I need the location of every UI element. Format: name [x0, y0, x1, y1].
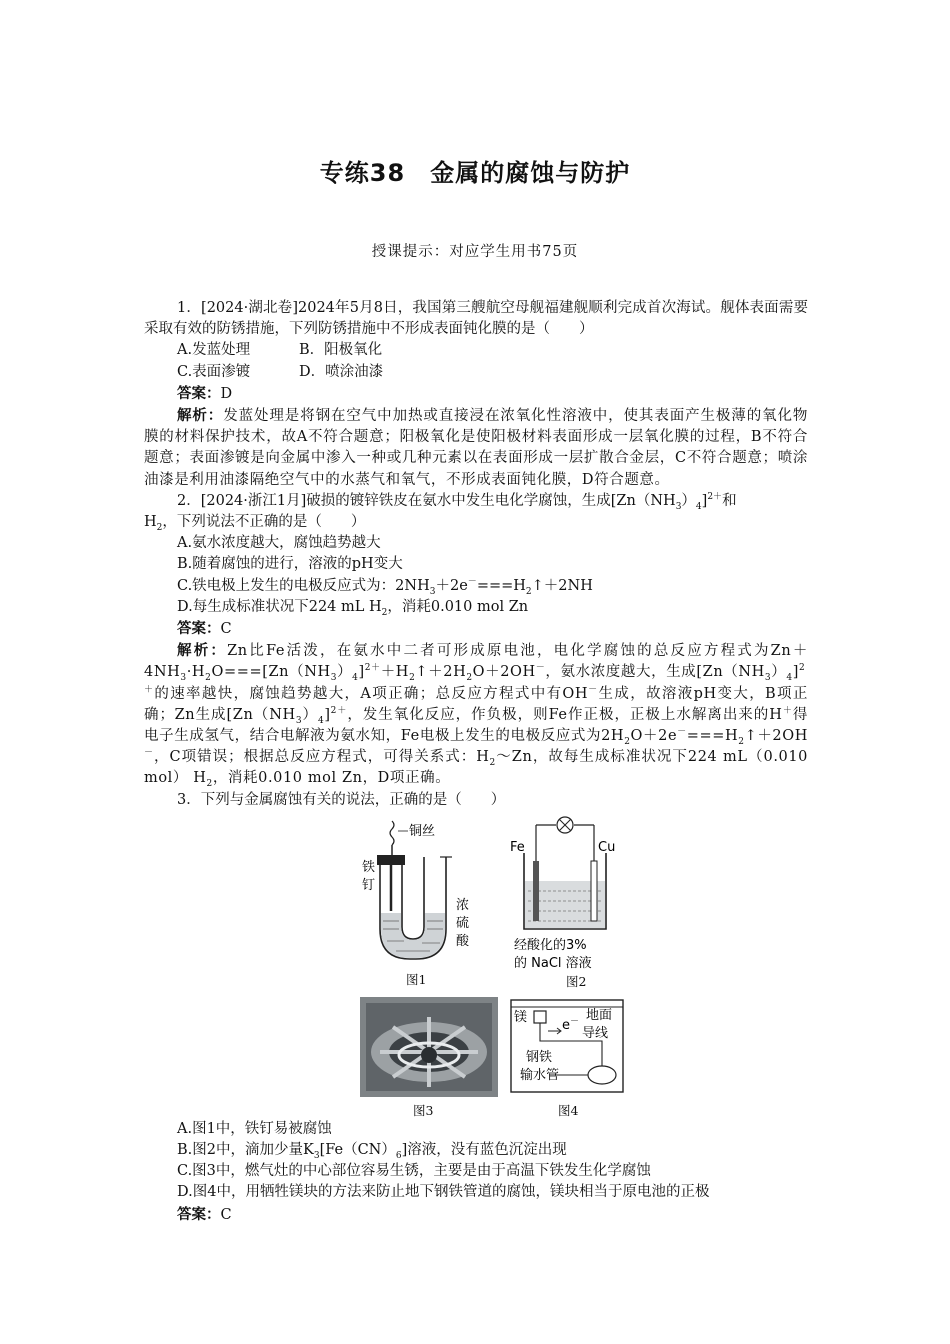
q2-option-d-part: ，消耗0.010 mol Zn [387, 598, 529, 615]
subscript: 4 [695, 501, 702, 512]
subscript: 2 [205, 673, 212, 684]
q1-options-cd [144, 362, 808, 383]
label-electron: e－ [562, 1016, 580, 1033]
subscript: 3 [330, 673, 338, 684]
q2-analysis-part: ↑＋2OH [744, 728, 808, 745]
q3-option-b-part: B.图2中，滴加少量K [177, 1142, 314, 1159]
q2-answer-value: C [220, 621, 232, 638]
superscript: － [144, 748, 154, 759]
superscript: － [535, 663, 546, 674]
superscript: － [588, 684, 598, 695]
q3-option-b-part: [Fe（CN） [319, 1142, 396, 1159]
q1-answer [144, 383, 808, 405]
label-ground-1: 地面 [586, 1007, 613, 1023]
subscript: 2 [206, 779, 213, 790]
q2-analysis-part: O＋2e [630, 728, 678, 745]
q2-analysis-part: ===H [686, 728, 739, 745]
q2-analysis-part: ，氨水浓度越大，生成[Zn（NH [545, 664, 765, 681]
q2-analysis-part: ，消耗0.010 mol Zn，D项正确。 [212, 770, 451, 787]
q2-stem-part: ） [681, 492, 696, 509]
q2-stem-part: ，下列说法不正确的是（ ） [162, 514, 366, 531]
figure-2-caption: 图2 [566, 973, 587, 989]
figure-4 [510, 999, 624, 1093]
q2-answer [144, 618, 808, 640]
subscript: 3 [313, 1150, 320, 1161]
superscript: － [467, 576, 477, 587]
q2-analysis-part: Zn比Fe活泼，在氨水中二者可形成原电池，电化学腐蚀的总反应方程式为Zn＋4NH [144, 643, 808, 681]
subscript: 2 [738, 736, 745, 747]
q1-answer-value: D [220, 385, 233, 402]
superscript: 2＋ [330, 706, 348, 717]
subscript: 3 [675, 501, 682, 512]
superscript: － [677, 727, 687, 738]
q1-analysis [144, 405, 808, 491]
label-magnesium: 镁 [514, 1009, 528, 1025]
label-copper-wire: 铜丝 [409, 823, 436, 839]
subscript: 2 [525, 586, 532, 597]
q3-option-b [144, 1140, 808, 1161]
answer-label: 答案： [177, 1205, 221, 1223]
q2-option-c-part: C.铁电极上发生的电极反应式为：2NH [177, 577, 430, 594]
q1-analysis-text: 发蓝处理是将钢在空气中加热或直接浸在浓氧化性溶液中，使其表面产生极薄的氧化物膜的材料保护技术，故A不符合题意；阳极氧化是使阳极材料表面形成一层氧化膜的过程，B不符合题意；表面渗镀是向金属中渗入一种或几种元素以在表面形成一层扩散合金层，C不符合题意；喷涂油漆是利用油漆隔绝空气中的水蒸气和氧气，不形成表面钝化膜，D符合题意。 [144, 408, 808, 488]
q1-option-c: C.表面渗镀 [177, 363, 251, 380]
q2-analysis-part: ·H [186, 664, 206, 681]
q2-analysis-part: ，C项错误；根据总反应方程式，可得关系式：H [153, 749, 490, 766]
superscript: 2 [798, 663, 806, 674]
subscript: 2 [156, 522, 163, 533]
q2-analysis-part: ） [302, 706, 319, 723]
label-pipe-1: 钢铁 [526, 1049, 553, 1065]
q3-option-a: A.图1中，铁钉易被腐蚀 [177, 1120, 332, 1137]
superscript: 2＋ [707, 492, 723, 502]
label-solution-2: 的 NaCl 溶液 [514, 955, 592, 971]
q2-analysis-part: O===[Zn（NH [211, 664, 331, 681]
subscript: 4 [786, 673, 793, 684]
figure-4-caption: 图4 [558, 1102, 579, 1118]
q2-option-c [144, 576, 808, 597]
q2-stem [144, 491, 808, 533]
subscript: 2 [466, 673, 473, 684]
subscript: 3 [180, 673, 187, 684]
analysis-label: 解析： [177, 407, 224, 425]
q2-analysis-part: ] [792, 664, 799, 681]
label-pipe-2: 输水管 [520, 1067, 560, 1083]
q3-answer-value: C [220, 1206, 232, 1223]
q2-analysis-part: 得电子生成氢气，结合电解液为氨水知，Fe电极上发生的电极反应式为2H [144, 706, 808, 745]
q2-option-a: A.氨水浓度越大，腐蚀趋势越大 [177, 535, 381, 552]
q1-option-a: A.发蓝处理 [177, 342, 251, 359]
q2-analysis-part: 的速率越快，腐蚀趋势越大，A项正确；总反应方程式中有OH [154, 685, 589, 702]
q2-analysis-part: ↑＋2H [415, 664, 467, 681]
superscript: 2＋ [364, 663, 381, 674]
q3-option-c: C.图3中，燃气灶的中心部位容易生锈，主要是由于高温下铁发生化学腐蚀 [177, 1163, 651, 1180]
q2-stem-part: 和 [722, 492, 737, 509]
q2-analysis-part: O＋2OH [472, 664, 536, 681]
answer-label: 答案： [177, 620, 221, 638]
q2-option-d-part: D.每生成标准状况下224 mL H [177, 598, 382, 615]
label-acid-1: 浓 [456, 897, 470, 913]
subscript: 4 [318, 715, 325, 726]
page-title: 专练38 金属的腐蚀与防护 [319, 159, 631, 187]
superscript: ＋ [144, 684, 155, 695]
label-fe: Fe [510, 839, 525, 855]
figure-1-caption: 图1 [406, 971, 427, 987]
q2-stem-part: 2．[2024·浙江1月]破损的镀锌铁皮在氨水中发生电化学腐蚀，生成[Zn（NH [177, 492, 676, 509]
analysis-label: 解析： [177, 642, 228, 660]
q3-figures [144, 813, 808, 1118]
q2-analysis-part: ] [358, 664, 365, 681]
q2-option-c-part: ＋2e [435, 577, 468, 594]
subscript: 2 [381, 607, 388, 618]
q2-analysis-part: ） [337, 664, 353, 681]
subscript: 3 [764, 673, 772, 684]
q2-analysis-part: ＋H [380, 664, 410, 681]
subscript: 3 [295, 715, 303, 726]
q3-option-d: D.图4中，用牺牲镁块的方法来防止地下钢铁管道的腐蚀，镁块相当于原电池的正极 [177, 1184, 710, 1201]
figure-3 [360, 997, 498, 1097]
figure-2 [510, 813, 630, 973]
figure-3-caption: 图3 [413, 1102, 434, 1118]
figure-1 [362, 817, 486, 967]
q2-option-d [144, 597, 808, 618]
label-acid-3: 酸 [456, 933, 470, 949]
q2-analysis [144, 640, 808, 789]
q1-options-ab [144, 340, 808, 361]
content [144, 298, 808, 1226]
q2-option-c-part: ===H [476, 577, 526, 594]
label-solution-1: 经酸化的3% [514, 937, 587, 953]
superscript: ＋ [782, 706, 793, 717]
subscript: 2 [624, 736, 631, 747]
q3-stem: 3．下列与金属腐蚀有关的说法，正确的是（ ） [177, 791, 506, 808]
q2-stem-part: ] [701, 492, 708, 509]
label-nail-2: 钉 [362, 877, 376, 893]
label-ground-2: 导线 [582, 1025, 609, 1041]
answer-label: 答案： [177, 384, 221, 402]
q2-analysis-part: ） [771, 664, 787, 681]
label-nail-1: 铁 [362, 859, 376, 875]
q3-option-b-part: ]溶液，没有蓝色沉淀出现 [401, 1142, 567, 1159]
q2-option-b: B.随着腐蚀的进行，溶液的pH变大 [177, 556, 403, 573]
q1-option-d: D．喷涂油漆 [299, 363, 384, 380]
teaching-hint: 授课提示：对应学生用书75页 [371, 244, 579, 260]
h2: H [144, 514, 157, 531]
label-cu: Cu [598, 839, 616, 855]
q2-analysis-part: 生成，故溶液pH变大，B项正确；Zn生成[Zn（NH [144, 685, 808, 723]
label-acid-2: 硫 [456, 915, 470, 931]
q2-analysis-part: ，发生氧化反应，作负极，则Fe作正极，正极上水解离出来的H [347, 706, 783, 723]
subscript: 4 [352, 673, 359, 684]
q1-option-b: B．阳极氧化 [299, 342, 383, 359]
subscript: 6 [395, 1150, 402, 1161]
q2-option-c-part: ↑＋2NH [531, 577, 593, 594]
q2-analysis-part: ～Zn，故每生成标准状况下224 mL（0.010 mol） H [144, 749, 809, 787]
q1-stem: 1．[2024·湖北卷]2024年5月8日，我国第三艘航空母舰福建舰顺利完成首次海试。舰体表面需要采取有效的防锈措施，下列防锈措施中不形成表面钝化膜的是（ ） [144, 300, 808, 338]
subscript: 2 [409, 673, 416, 684]
subscript: 2 [489, 758, 496, 769]
subscript: 3 [429, 586, 436, 597]
q3-answer [144, 1204, 808, 1226]
q2-analysis-part: ] [324, 706, 331, 723]
